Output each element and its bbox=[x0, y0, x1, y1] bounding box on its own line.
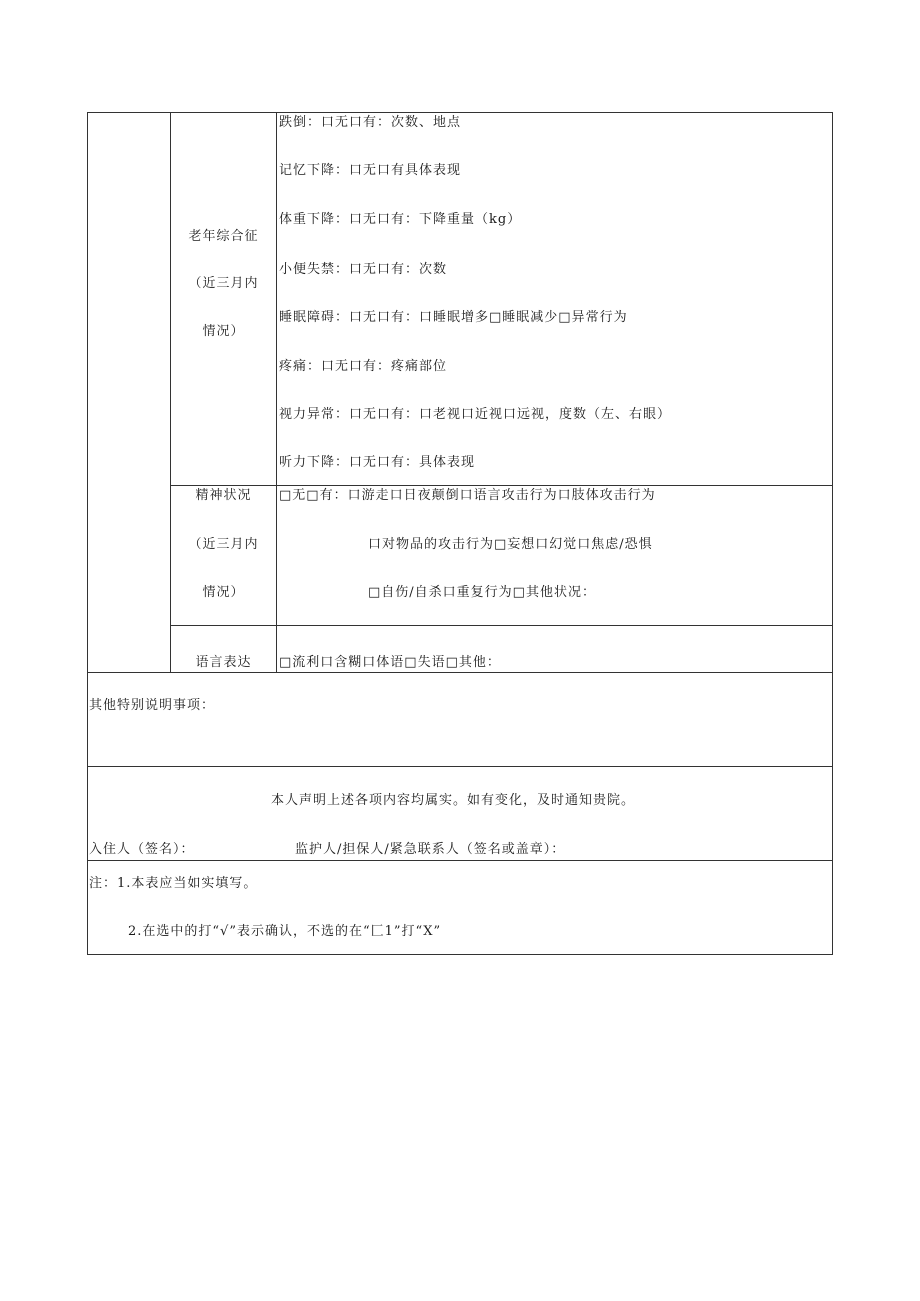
mental-line-1[interactable]: □无□有：口游走口日夜颠倒口语言攻击行为口肢体攻击行为 bbox=[279, 488, 656, 503]
mental-line-3[interactable]: □自伤/自杀口重复行为□其他状况： bbox=[368, 585, 596, 600]
declaration-statement: 本人声明上述各项内容均属实。如有变化，及时通知贵院。 bbox=[271, 793, 636, 808]
other-notes-label: 其他特别说明事项： bbox=[89, 698, 216, 713]
geriatric-label-line3: 情况） bbox=[202, 324, 245, 339]
geriatric-row-sleep[interactable]: 睡眠障碍：口无口有：口睡眠增多□睡眠减少□异常行为 bbox=[279, 310, 628, 325]
geriatric-row-memory[interactable]: 记忆下降：口无口有具体表现 bbox=[279, 163, 462, 178]
geriatric-row-incontinence[interactable]: 小便失禁：口无口有：次数 bbox=[279, 262, 448, 277]
geriatric-row-vision[interactable]: 视力异常：口无口有：口老视口近视口远视，度数（左、右眼） bbox=[279, 407, 672, 422]
table-border-top bbox=[87, 112, 833, 113]
table-border-left bbox=[87, 112, 88, 955]
resident-signature-label[interactable]: 入住人（签名）： bbox=[89, 842, 195, 857]
geriatric-row-fall[interactable]: 跌倒：口无口有：次数、地点 bbox=[279, 115, 462, 130]
row-divider-mental bbox=[170, 485, 833, 486]
geriatric-label-line1: 老年综合征 bbox=[188, 229, 259, 244]
mental-label-1: 精神状况 bbox=[195, 488, 252, 503]
geriatric-label-2 bbox=[171, 276, 276, 292]
geriatric-label-line2: （近三月内 bbox=[188, 276, 259, 291]
column-divider-2 bbox=[276, 112, 277, 673]
note-1: 注：1.本表应当如实填写。 bbox=[89, 876, 258, 891]
table-border-bottom bbox=[87, 954, 833, 955]
row-divider-notes bbox=[87, 860, 833, 861]
geriatric-row-hearing[interactable]: 听力下降：口无口有：具体表现 bbox=[279, 455, 476, 470]
geriatric-row-pain[interactable]: 疼痛：口无口有：疼痛部位 bbox=[279, 359, 448, 374]
mental-line-2[interactable]: 口对物品的攻击行为□妄想口幻觉口焦虑/恐惧 bbox=[368, 537, 653, 552]
geriatric-label-3 bbox=[171, 324, 276, 340]
geriatric-row-weight[interactable]: 体重下降：口无口有：下降重量（kg） bbox=[279, 212, 522, 227]
row-divider-other bbox=[87, 672, 833, 673]
guardian-signature-label[interactable]: 监护人/担保人/紧急联系人（签名或盖章）： bbox=[295, 842, 566, 857]
row-divider-language bbox=[170, 625, 833, 626]
note-2: 2.在选中的打“√”表示确认，不选的在“匚1”打“X” bbox=[128, 924, 442, 939]
mental-label-3: 情况） bbox=[202, 585, 245, 600]
geriatric-label bbox=[171, 229, 276, 245]
language-options[interactable]: □流利口含糊口体语□失语□其他： bbox=[279, 655, 501, 670]
language-label: 语言表达 bbox=[195, 655, 252, 670]
table-border-right bbox=[832, 112, 833, 955]
mental-label-2: （近三月内 bbox=[188, 537, 259, 552]
row-divider-declaration bbox=[87, 766, 833, 767]
